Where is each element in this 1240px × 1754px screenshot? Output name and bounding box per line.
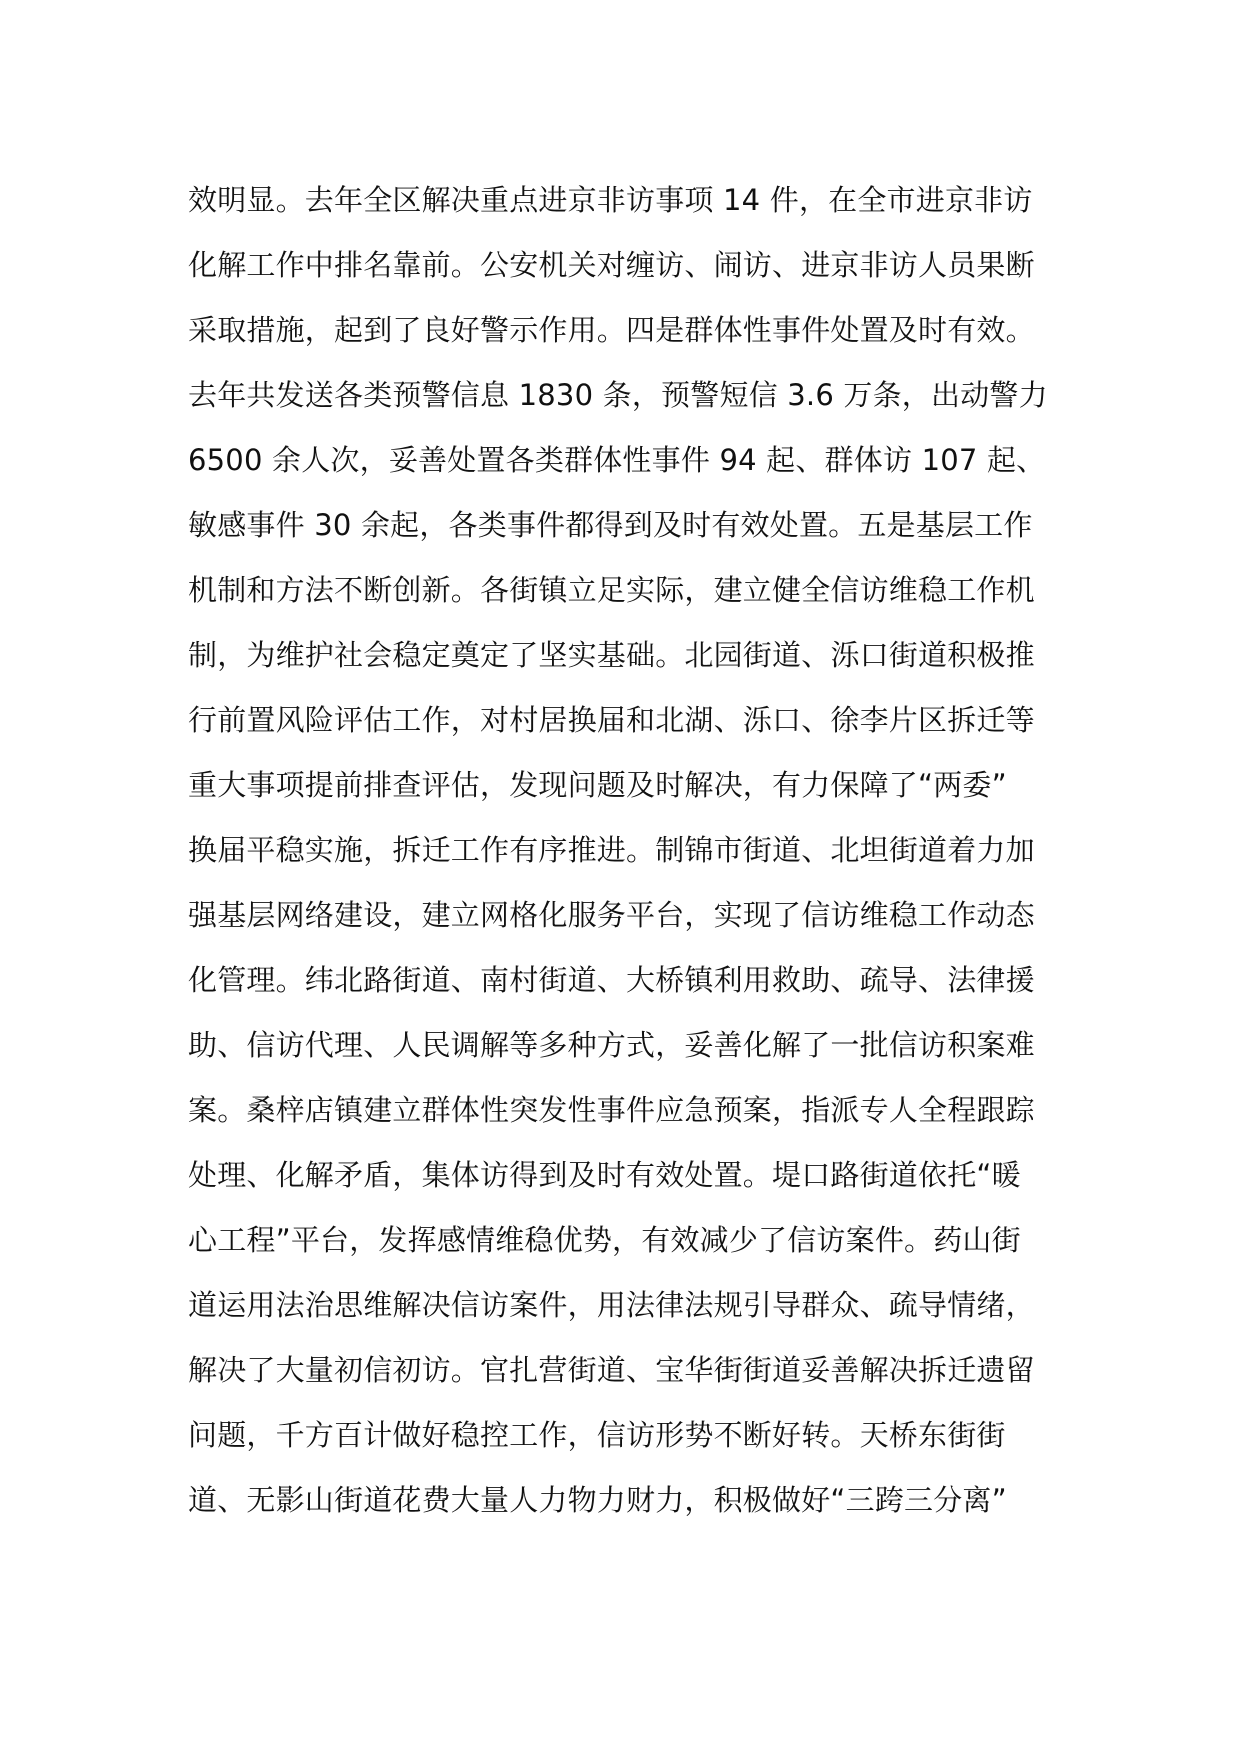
text-line: 助、信访代理、人民调解等多种方式，妥善化解了一批信访积案难	[188, 1028, 1035, 1062]
text-line: 案。桑梓店镇建立群体性突发性事件应急预案，指派专人全程跟踪	[188, 1093, 1035, 1127]
text-line: 道、无影山街道花费大量人力物力财力，积极做好“三跨三分离”	[188, 1483, 1007, 1517]
text-line: 机制和方法不断创新。各街镇立足实际，建立健全信访维稳工作机	[188, 573, 1035, 607]
text-line: 重大事项提前排查评估，发现问题及时解决，有力保障了“两委”	[188, 768, 1007, 802]
text-line: 敏感事件 30 余起，各类事件都得到及时有效处置。五是基层工作	[188, 508, 1033, 542]
text-line: 采取措施，起到了良好警示作用。四是群体性事件处置及时有效。	[188, 313, 1035, 347]
text-line: 道运用法治思维解决信访案件，用法律法规引导群众、疏导情绪，	[188, 1288, 1035, 1322]
text-line: 效明显。去年全区解决重点进京非访事项 14 件，在全市进京非访	[188, 183, 1033, 217]
text-line: 换届平稳实施，拆迁工作有序推进。制锦市街道、北坦街道着力加	[188, 833, 1035, 867]
text-line: 行前置风险评估工作，对村居换届和北湖、泺口、徐李片区拆迁等	[188, 703, 1035, 737]
text-line: 去年共发送各类预警信息 1830 条，预警短信 3.6 万条，出动警力	[188, 378, 1048, 412]
text-line: 化解工作中排名靠前。公安机关对缠访、闹访、进京非访人员果断	[188, 248, 1035, 282]
text-line: 心工程”平台，发挥感情维稳优势，有效减少了信访案件。药山街	[188, 1223, 1021, 1257]
text-line: 化管理。纬北路街道、南村街道、大桥镇利用救助、疏导、法律援	[188, 963, 1035, 997]
text-line: 解决了大量初信初访。官扎营街道、宝华街街道妥善解决拆迁遗留	[188, 1353, 1035, 1387]
body-text	[188, 168, 1058, 1533]
text-line: 问题，千方百计做好稳控工作，信访形势不断好转。天桥东街街	[188, 1418, 1006, 1452]
text-line: 6500 余人次，妥善处置各类群体性事件 94 起、群体访 107 起、	[188, 443, 1046, 477]
text-line: 制，为维护社会稳定奠定了坚实基础。北园街道、泺口街道积极推	[188, 638, 1035, 672]
text-line: 处理、化解矛盾，集体访得到及时有效处置。堤口路街道依托“暖	[188, 1158, 1021, 1192]
text-line: 强基层网络建设，建立网格化服务平台，实现了信访维稳工作动态	[188, 898, 1035, 932]
